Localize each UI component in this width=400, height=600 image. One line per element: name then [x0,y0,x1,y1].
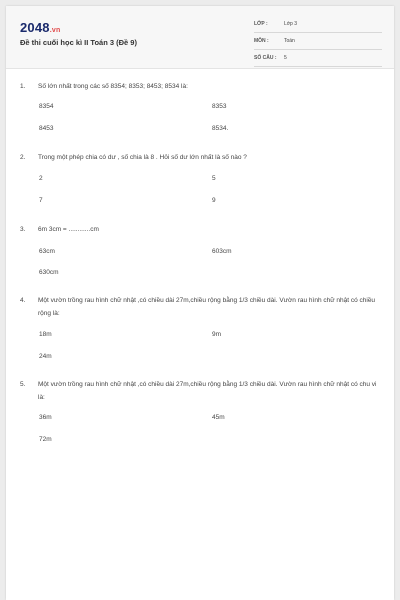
option-a[interactable]: 8354 [39,103,54,110]
question-text: 6m 3cm = ............cm [38,226,99,233]
meta-subject-row [254,35,382,50]
site-logo[interactable]: 2048.vn [20,20,61,35]
option-b[interactable]: 603cm [212,248,232,255]
question-text: Một vườn trồng rau hình chữ nhật ,có chiều dài 27m,chiều rộng bằng 1/3 chiều dài. Vườn rau hình chữ nhật có chu vi là: [38,381,377,401]
option-c[interactable]: 7 [39,197,43,204]
meta-count-value: 5 [284,55,287,61]
meta-subject-value: Toán [284,38,295,44]
question-number: 4. [20,297,26,304]
meta-count-label: SỐ CÂU : [254,55,277,61]
question-number: 2. [20,154,26,161]
option-c[interactable]: 8453 [39,125,54,132]
option-a[interactable]: 18m [39,331,52,338]
meta-class-row [254,18,382,33]
exam-title: Đề thi cuối học kì II Toán 3 (Đề 9) [20,38,137,47]
option-a[interactable]: 36m [39,414,52,421]
question-text: Trong một phép chia có dư , số chia là 8 . Hỏi số dư lớn nhất là số nào ? [38,154,247,161]
option-a[interactable]: 63cm [39,248,55,255]
option-c[interactable]: 630cm [39,269,59,276]
meta-subject-label: MÔN : [254,38,269,44]
meta-class-value: Lớp 3 [284,21,298,27]
question-text: Một vườn trồng rau hình chữ nhật ,có chiều dài 27m,chiều rộng bằng 1/3 chiều dài. Vườn rau hình chữ nhật có chiều rộng là: [38,297,376,317]
question-text: Số lớn nhất trong các số 8354; 8353; 8453; 8534 là: [38,83,188,90]
option-d[interactable]: 8534. [212,125,229,132]
option-b[interactable]: 8353 [212,103,227,110]
question-number: 5. [20,381,26,388]
option-d[interactable]: 9 [212,197,216,204]
option-c[interactable]: 72m [39,436,52,443]
question-number: 3. [20,226,26,233]
option-b[interactable]: 5 [212,175,216,182]
option-c[interactable]: 24m [39,353,52,360]
meta-count-row [254,52,382,67]
question-number: 1. [20,83,26,90]
option-b[interactable]: 9m [212,331,222,338]
meta-class-label: LỚP : [254,21,268,27]
option-a[interactable]: 2 [39,175,43,182]
exam-sheet [6,6,394,600]
exam-meta [254,18,382,69]
exam-header [6,6,394,69]
option-b[interactable]: 45m [212,414,225,421]
